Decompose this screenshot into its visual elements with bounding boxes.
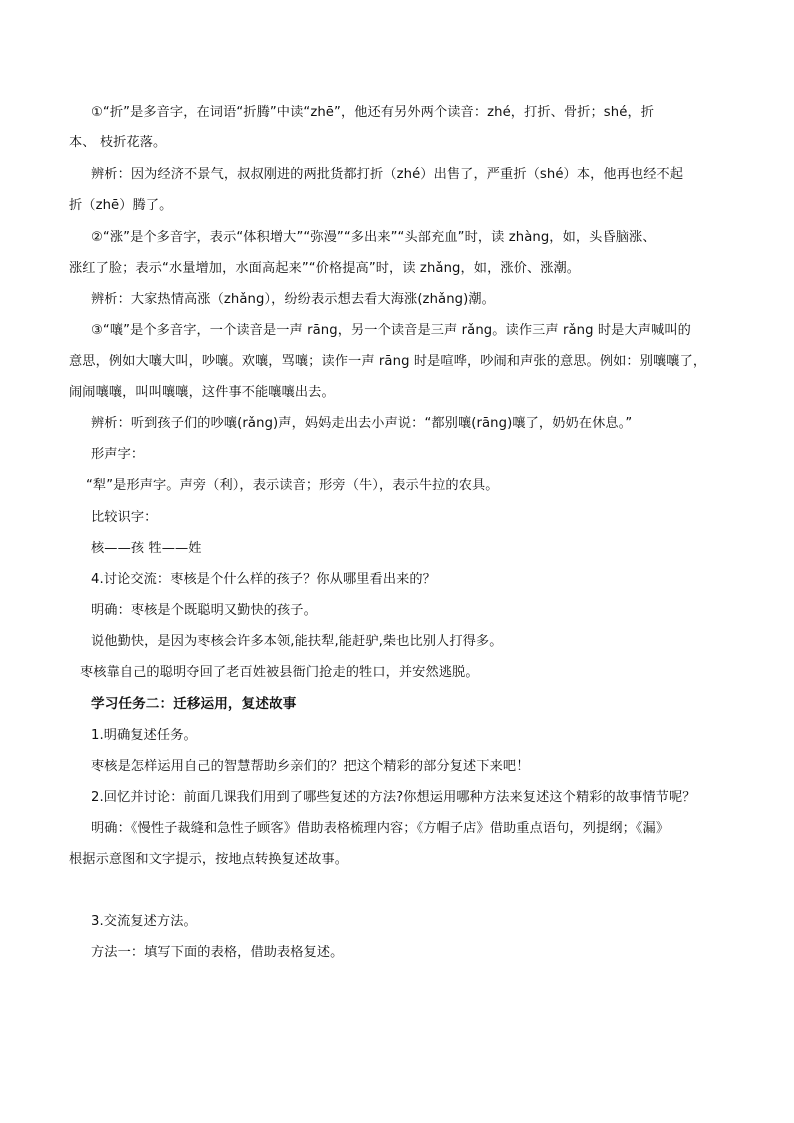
method-one: 方法一：填写下面的表格，借助表格复述。	[91, 945, 344, 960]
exchange-methods-step: 3.交流复述方法。	[91, 914, 197, 929]
retell-task-prompt: 枣核是怎样运用自己的智慧帮助乡亲们的？把这个精彩的部分复述下来吧！	[91, 759, 530, 774]
analysis-zhe-line-1: 辨析：因为经济不景气，叔叔刚进的两批货都打折（zhé）出售了，严重折（shé）本，他再也经不起	[91, 167, 684, 182]
polyphone-zhe-line-1: ①“折”是多音字，在词语“折腾”中读“zhē”，他还有另外两个读音：zhé，打折、骨折；shé，折	[91, 105, 655, 120]
pictophonetic-label: 形声字：	[91, 447, 145, 462]
polyphone-rang-line-1: ③“嚷”是个多音字，一个读音是一声 rāng，另一个读音是三声 rǎng。读作三声 rǎng 时是大声喊叫的	[91, 323, 691, 338]
task-two-heading: 学习任务二：迁移运用，复述故事	[91, 696, 297, 712]
polyphone-rang-line-2: 意思，例如大嚷大叫，吵嚷。欢嚷，骂嚷；读作一声 rāng 时是喧哗，吵闹和声张的意思。例如：别嚷嚷了，	[69, 354, 707, 369]
analysis-rang: 辨析：听到孩子们的吵嚷(rǎng)声，妈妈走出去小声说：“都别嚷(rāng)嚷了，奶奶在休息。”	[91, 416, 633, 431]
pictophonetic-li: “犁”是形声字。声旁（利），表示读音；形旁（牛），表示牛拉的农具。	[86, 478, 499, 493]
retell-task-step: 1.明确复述任务。	[91, 728, 197, 743]
compare-chars-pairs: 核——孩 牲——姓	[91, 541, 202, 556]
polyphone-zhang-line-2: 涨红了脸；表示“水量增加，水面高起来”“价格提高”时，读 zhǎng，如，涨价、涨潮。	[69, 261, 581, 276]
recall-discussion: 2.回忆并讨论：前面几课我们用到了哪些复述的方法?你想运用哪种方法来复述这个精彩的故事情节呢？	[91, 790, 696, 805]
discussion-question: 4.讨论交流：枣核是个什么样的孩子？你从哪里看出来的？	[91, 572, 436, 587]
methods-summary-line-2: 根据示意图和文字提示，按地点转换复述故事。	[69, 852, 349, 867]
compare-chars-label: 比较识字：	[91, 510, 158, 525]
discussion-answer: 明确：枣核是个既聪明又勤快的孩子。	[91, 603, 317, 618]
analysis-zhang: 辨析：大家热情高涨（zhǎng），纷纷表示想去看大海涨(zhǎng)潮。	[91, 292, 495, 307]
analysis-zhe-line-2: 折（zhē）腾了。	[69, 198, 173, 213]
methods-summary-line-1: 明确：《慢性子裁缝和急性子顾客》借助表格梳理内容；《方帽子店》借助重点语句，列提纲；《漏》	[91, 821, 670, 836]
polyphone-zhang-line-1: ②“涨”是个多音字，表示“体积增大”“弥漫”“多出来”“头部充血”时，读 zhàng，如，头昏脑涨、	[91, 230, 656, 245]
polyphone-rang-line-3: 闹闹嚷嚷，叫叫嚷嚷，这件事不能嚷嚷出去。	[69, 385, 335, 400]
polyphone-zhe-line-2: 本、 枝折花落。	[69, 135, 167, 150]
diligent-explanation: 说他勤快，是因为枣核会许多本领,能扶犁,能赶驴,柴也比别人打得多。	[91, 634, 503, 649]
clever-explanation: 枣核靠自己的聪明夺回了老百姓被县衙门抢走的牲口，并安然逃脱。	[80, 665, 479, 680]
